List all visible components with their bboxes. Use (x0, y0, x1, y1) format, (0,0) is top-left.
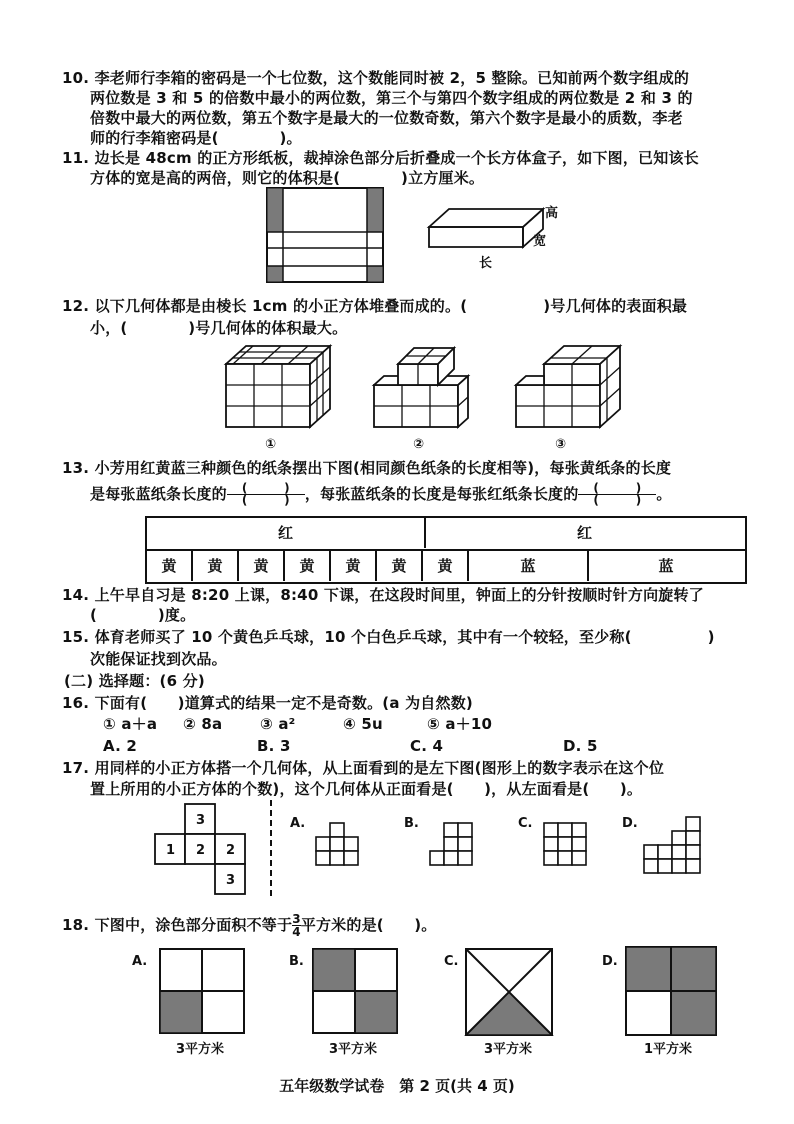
q12-solid-1 (220, 338, 340, 453)
svg-text:B.: B. (404, 816, 419, 831)
q13-line2-a: 是每张蓝纸条长度的 (90, 485, 227, 503)
q18-option-b (287, 945, 417, 1060)
q14-line2: ( )度。 (90, 606, 196, 624)
q13-yellow-strip: 黄 (285, 551, 331, 581)
svg-text:B.: B. (289, 954, 304, 969)
q17-top-view-grid (150, 802, 250, 897)
q11-label-width: 宽 (533, 234, 547, 249)
q17-divider (270, 800, 272, 896)
q13-blue-strip: 蓝 (469, 551, 589, 581)
q18-line1 (62, 910, 436, 940)
q12-label-3: ③ (555, 437, 567, 452)
q13-yellow-strip: 黄 (193, 551, 239, 581)
q13-yellow-strip: 黄 (239, 551, 285, 581)
q16-option-1: ① a＋a (103, 715, 158, 733)
q11-line1: 11. 边长是 48cm 的正方形纸板，裁掉涂色部分后折叠成一个长方体盒子，如下图，已知该长 (62, 149, 699, 167)
q17-option-a (290, 815, 380, 885)
q15-line2: 次能保证找到次品。 (90, 650, 227, 668)
q11-net-diagram (265, 186, 385, 286)
q15-line1: 15. 体育老师买了 10 个黄色乒乓球，10 个白色乒乓球，其中有一个较轻，至少称( ) (62, 628, 715, 646)
q17-line2: 置上所用的小正方体的个数)，这个几何体从正面看是( )，从左面看是( )。 (90, 780, 643, 798)
q16-option-2: ② 8a (183, 715, 223, 733)
svg-text:A.: A. (290, 816, 306, 831)
q12-line2: 小，( )号几何体的体积最大。 (90, 319, 348, 337)
q18-line1-a: 18. 下图中，涂色部分面积不等于 (62, 916, 293, 934)
q11-box-diagram (425, 195, 559, 275)
q13-red-strip-2: 红 (576, 524, 592, 542)
q18-option-d (600, 945, 730, 1060)
q16-option-4: ④ 5u (343, 715, 383, 733)
q13-yellow-strip: 黄 (423, 551, 469, 581)
q12-line1: 12. 以下几何体都是由棱长 1cm 的小正方体堆叠而成的。( )号几何体的表面积最 (62, 297, 688, 315)
section-2-heading: (二) 选择题：(6 分) (64, 672, 205, 690)
q13-line1: 13. 小芳用红黄蓝三种颜色的纸条摆出下图(相同颜色纸条的长度相等)，每张黄纸条的长度 (62, 459, 672, 477)
q13-blue-strip: 蓝 (658, 557, 674, 575)
q13-fraction-1: $\frac{( )}{( )}$ (227, 483, 305, 506)
svg-text:D.: D. (622, 816, 638, 831)
q17-grid-cell: 2 (196, 843, 206, 858)
q13-line2 (90, 481, 672, 507)
q18-caption-c: 3平方米 (484, 1042, 533, 1057)
q13-red-strip-1: 红 (147, 518, 426, 548)
q11-label-height: 高 (545, 206, 559, 221)
q13-yellow-strip: 黄 (147, 551, 193, 581)
q16-choice-d: D. 5 (563, 737, 598, 755)
q16-choice-a: A. 2 (103, 737, 138, 755)
svg-text:A.: A. (132, 954, 148, 969)
q10-line1: 10. 李老师行李箱的密码是一个七位数，这个数能同时被 2，5 整除。已知前两个数字组成的 (62, 69, 690, 87)
q17-option-d (622, 815, 712, 885)
q13-line2-c: 。 (656, 485, 672, 503)
q17-line1: 17. 用同样的小正方体搭一个几何体，从上面看到的是左下图(图形上的数字表示在这个位 (62, 759, 665, 777)
q17-grid-cell: 3 (226, 873, 236, 888)
q18-caption-b: 3平方米 (329, 1042, 378, 1057)
q13-yellow-strip: 黄 (331, 551, 377, 581)
q16-option-3: ③ a² (260, 715, 296, 733)
q18-fraction: $\frac{3}{4}$ (292, 912, 301, 939)
page-footer: 五年级数学试卷 第 2 页(共 4 页) (279, 1077, 515, 1095)
q14-line1: 14. 上午早自习是 8:20 上课，8:40 下课，在这段时间里，钟面上的分针按顺时针方向旋转了 (62, 586, 704, 604)
q12-solid-3 (510, 338, 630, 453)
q11-label-length: 长 (479, 256, 493, 271)
q11-line2: 方体的宽是高的两倍，则它的体积是( )立方厘米。 (90, 169, 485, 187)
q13-fraction-2: $\frac{( )}{( )}$ (578, 483, 656, 506)
q16-choice-c: C. 4 (410, 737, 444, 755)
svg-text:C.: C. (444, 954, 459, 969)
q17-option-b (404, 815, 494, 885)
svg-text:C.: C. (518, 816, 533, 831)
q17-option-c (518, 815, 608, 885)
q10-line2: 两位数是 3 和 5 的倍数中最小的两位数，第三个与第四个数字组成的两位数是 2 和 3 的 (90, 89, 693, 107)
q16-option-5: ⑤ a＋10 (427, 715, 493, 733)
q12-solid-2 (368, 338, 488, 453)
q13-line2-b: ，每张蓝纸条的长度是每张红纸条长度的 (304, 485, 579, 503)
q10-line3: 倍数中最大的两位数，第五个数字是最大的一位数奇数，第六个数字是最小的质数，李老 (90, 109, 683, 127)
q13-yellow-strip: 黄 (377, 551, 423, 581)
q18-line1-b: 平方米的是( )。 (300, 916, 437, 934)
q18-option-a (130, 945, 260, 1060)
q10-line4: 师的行李箱密码是( )。 (90, 129, 302, 147)
q18-caption-a: 3平方米 (176, 1042, 225, 1057)
q13-strip-diagram (145, 516, 747, 584)
q12-label-1: ① (265, 437, 277, 452)
q17-grid-cell: 2 (226, 843, 236, 858)
q12-label-2: ② (413, 437, 425, 452)
q16-line1: 16. 下面有( )道算式的结果一定不是奇数。(a 为自然数) (62, 694, 473, 712)
q18-option-c (442, 945, 572, 1060)
q16-choice-b: B. 3 (257, 737, 291, 755)
q18-caption-d: 1平方米 (644, 1042, 693, 1057)
q17-grid-cell: 3 (196, 813, 206, 828)
svg-text:D.: D. (602, 954, 618, 969)
q17-grid-cell: 1 (166, 843, 176, 858)
